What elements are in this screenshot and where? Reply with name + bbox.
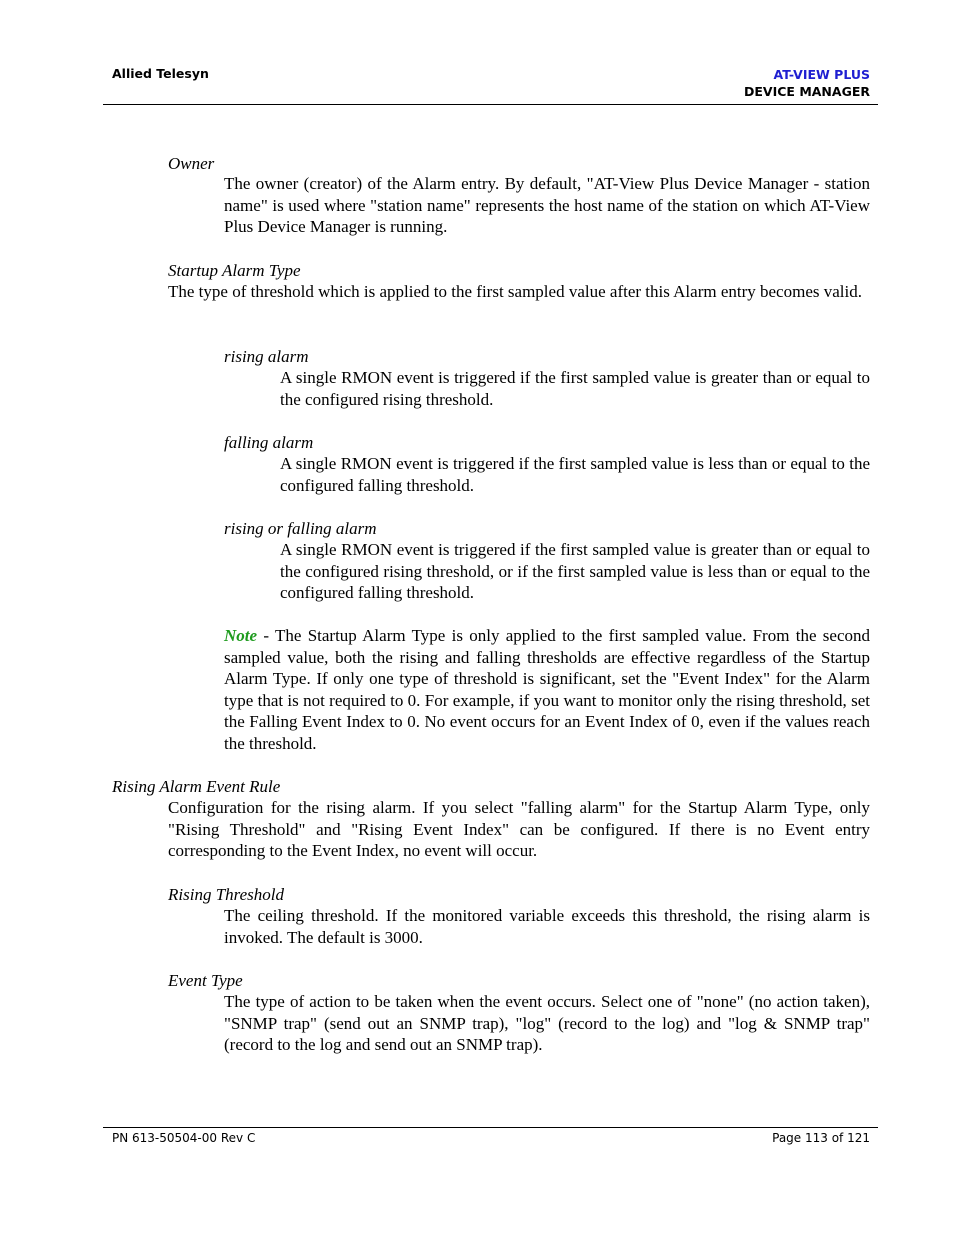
rising-threshold-heading: Rising Threshold	[168, 885, 285, 904]
rising-or-falling-alarm-text: A single RMON event is triggered if the first sampled value is greater than or equal to the configured rising threshold, or if the first sampled value is less than or equal to the configured falling threshold.	[280, 540, 870, 603]
company-name: Allied Telesyn	[112, 66, 209, 81]
falling-alarm-heading: falling alarm	[224, 433, 314, 452]
note-label: Note	[224, 626, 258, 645]
rising-or-falling-alarm-heading: rising or falling alarm	[224, 519, 377, 538]
owner-text: The owner (creator) of the Alarm entry. By default, "AT-View Plus Device Manager - station name" is used where "station name" represents the host name of the station on which AT-View Plus Device Manager is running.	[224, 174, 870, 237]
rising-alarm-text: A single RMON event is triggered if the first sampled value is greater than or equal to the configured rising threshold.	[280, 368, 870, 409]
header-title	[744, 66, 870, 100]
owner-heading: Owner	[168, 154, 215, 173]
header-rule	[103, 104, 878, 105]
footer-rule	[103, 1127, 878, 1128]
rising-alarm-event-rule-heading: Rising Alarm Event Rule	[112, 777, 281, 796]
note-paragraph	[224, 625, 870, 755]
startup-alarm-type-heading: Startup Alarm Type	[168, 261, 301, 280]
event-type-text: The type of action to be taken when the event occurs. Select one of "none" (no action taken), "SNMP trap" (send out an SNMP trap), "log" (record to the log) and "log & SNMP trap" (record to the log and send out an SNMP trap).	[224, 992, 870, 1055]
event-type-heading: Event Type	[168, 971, 243, 990]
startup-alarm-type-text: The type of threshold which is applied to the first sampled value after this Alarm entry becomes valid.	[168, 282, 862, 301]
product-name: AT-VIEW PLUS	[773, 67, 870, 82]
rising-threshold-text: The ceiling threshold. If the monitored variable exceeds this threshold, the rising alarm is invoked. The default is 3000.	[224, 906, 870, 947]
page-number: Page 113 of 121	[772, 1131, 870, 1145]
falling-alarm-text: A single RMON event is triggered if the first sampled value is less than or equal to the configured falling threshold.	[280, 454, 870, 495]
note-text: - The Startup Alarm Type is only applied to the first sampled value. From the second sampled value, both the rising and falling thresholds are effective regardless of the Startup Alarm Type. If only one type of threshold is significant, set the "Event Index" for the Alarm type that is not required to 0. For example, if you want to monitor only the rising threshold, set the Falling Event Index to 0. No event occurs for an Event Index of 0, even if the values reach the threshold.	[224, 626, 870, 753]
module-name: DEVICE MANAGER	[744, 84, 870, 99]
rising-alarm-event-rule-text: Configuration for the rising alarm. If you select "falling alarm" for the Startup Alarm Type, only "Rising Threshold" and "Rising Event Index" can be configured. If there is no Event entry corresponding to the Event Index, no event will occur.	[168, 798, 870, 861]
part-number: PN 613-50504-00 Rev C	[112, 1131, 256, 1145]
rising-alarm-heading: rising alarm	[224, 347, 309, 366]
